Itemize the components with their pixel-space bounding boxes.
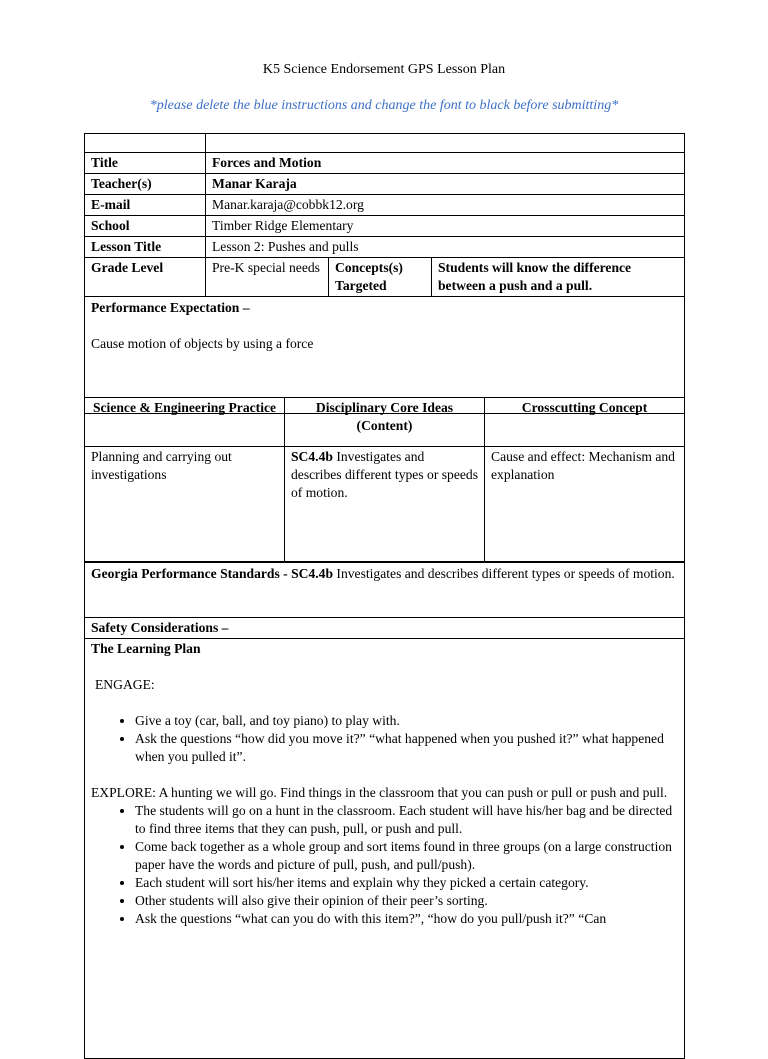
grade-level-label: Grade Level <box>85 258 206 297</box>
core-ideas-header: Disciplinary Core Ideas (Content) <box>285 398 485 447</box>
practice-cell: Planning and carrying out investigations <box>85 447 285 562</box>
list-item: • Each student will sort his/her items and explain why they picked a certain category. <box>135 874 678 892</box>
school-label: School <box>85 216 206 237</box>
list-item: • Ask the questions “what can you do with this item?”, “how do you pull/push it?” “Can <box>135 910 678 928</box>
performance-text: Cause motion of objects by using a force <box>91 336 314 351</box>
teacher-label: Teacher(s) <box>85 174 206 195</box>
list-item: • Other students will also give their opinion of their peer’s sorting. <box>135 892 678 910</box>
practice-header: Science & Engineering Practice <box>85 398 285 447</box>
lesson-info-table <box>84 133 685 414</box>
document-title: K5 Science Endorsement GPS Lesson Plan <box>262 62 506 77</box>
standards-table <box>84 562 685 1059</box>
learning-plan-cell <box>85 639 685 1059</box>
instructions-note: *please delete the blue instructions and change the font to black before submitting* <box>149 98 619 113</box>
list-item: • Come back together as a whole group and sort items found in three groups (on a large construction paper have the words and picture of pull, push, and pull/push). <box>135 838 678 874</box>
three-dimensions-table <box>84 397 685 562</box>
grade-level-value: Pre-K special needs <box>206 258 329 297</box>
crosscutting-header: Crosscutting Concept <box>485 398 685 447</box>
title-value: Forces and Motion <box>206 153 685 174</box>
gps-cell: Georgia Performance Standards - SC4.4b Investigates and describes different types or speeds of motion. <box>85 563 685 618</box>
list-item: • Ask the questions “how did you move it?” “what happened when you pushed it?” what happened when you pulled it”. <box>135 730 678 766</box>
concepts-value: Students will know the difference between a push and a pull. <box>432 258 685 297</box>
explore-heading: EXPLORE: A hunting we will go. Find things in the classroom that you can push or pull or push and pull. <box>91 785 668 800</box>
performance-expectation-cell: Performance Expectation – Cause motion of objects by using a force <box>85 297 685 414</box>
teacher-value: Manar Karaja <box>206 174 685 195</box>
performance-label: Performance Expectation <box>91 300 240 315</box>
crosscutting-cell: Cause and effect: Mechanism and explanation <box>485 447 685 562</box>
lesson-title-value: Lesson 2: Pushes and pulls <box>206 237 685 258</box>
school-value: Timber Ridge Elementary <box>206 216 685 237</box>
engage-heading: ENGAGE: <box>95 677 155 692</box>
list-item: • The students will go on a hunt in the classroom. Each student will have his/her bag and be directed to find three items that they can push, pull, or push and pull. <box>135 802 678 838</box>
email-label: E-mail <box>85 195 206 216</box>
list-item: • Give a toy (car, ball, and toy piano) to play with. <box>135 712 678 730</box>
lesson-title-label: Lesson Title <box>85 237 206 258</box>
title-label: Title <box>85 153 206 174</box>
email-value: Manar.karaja@cobbk12.org <box>206 195 685 216</box>
concepts-label: Concepts(s) Targeted <box>329 258 432 297</box>
core-ideas-cell: SC4.4b Investigates and describes different types or speeds of motion. <box>285 447 485 562</box>
safety-considerations: Safety Considerations – <box>85 618 685 639</box>
learning-plan-label: The Learning Plan <box>91 641 201 656</box>
